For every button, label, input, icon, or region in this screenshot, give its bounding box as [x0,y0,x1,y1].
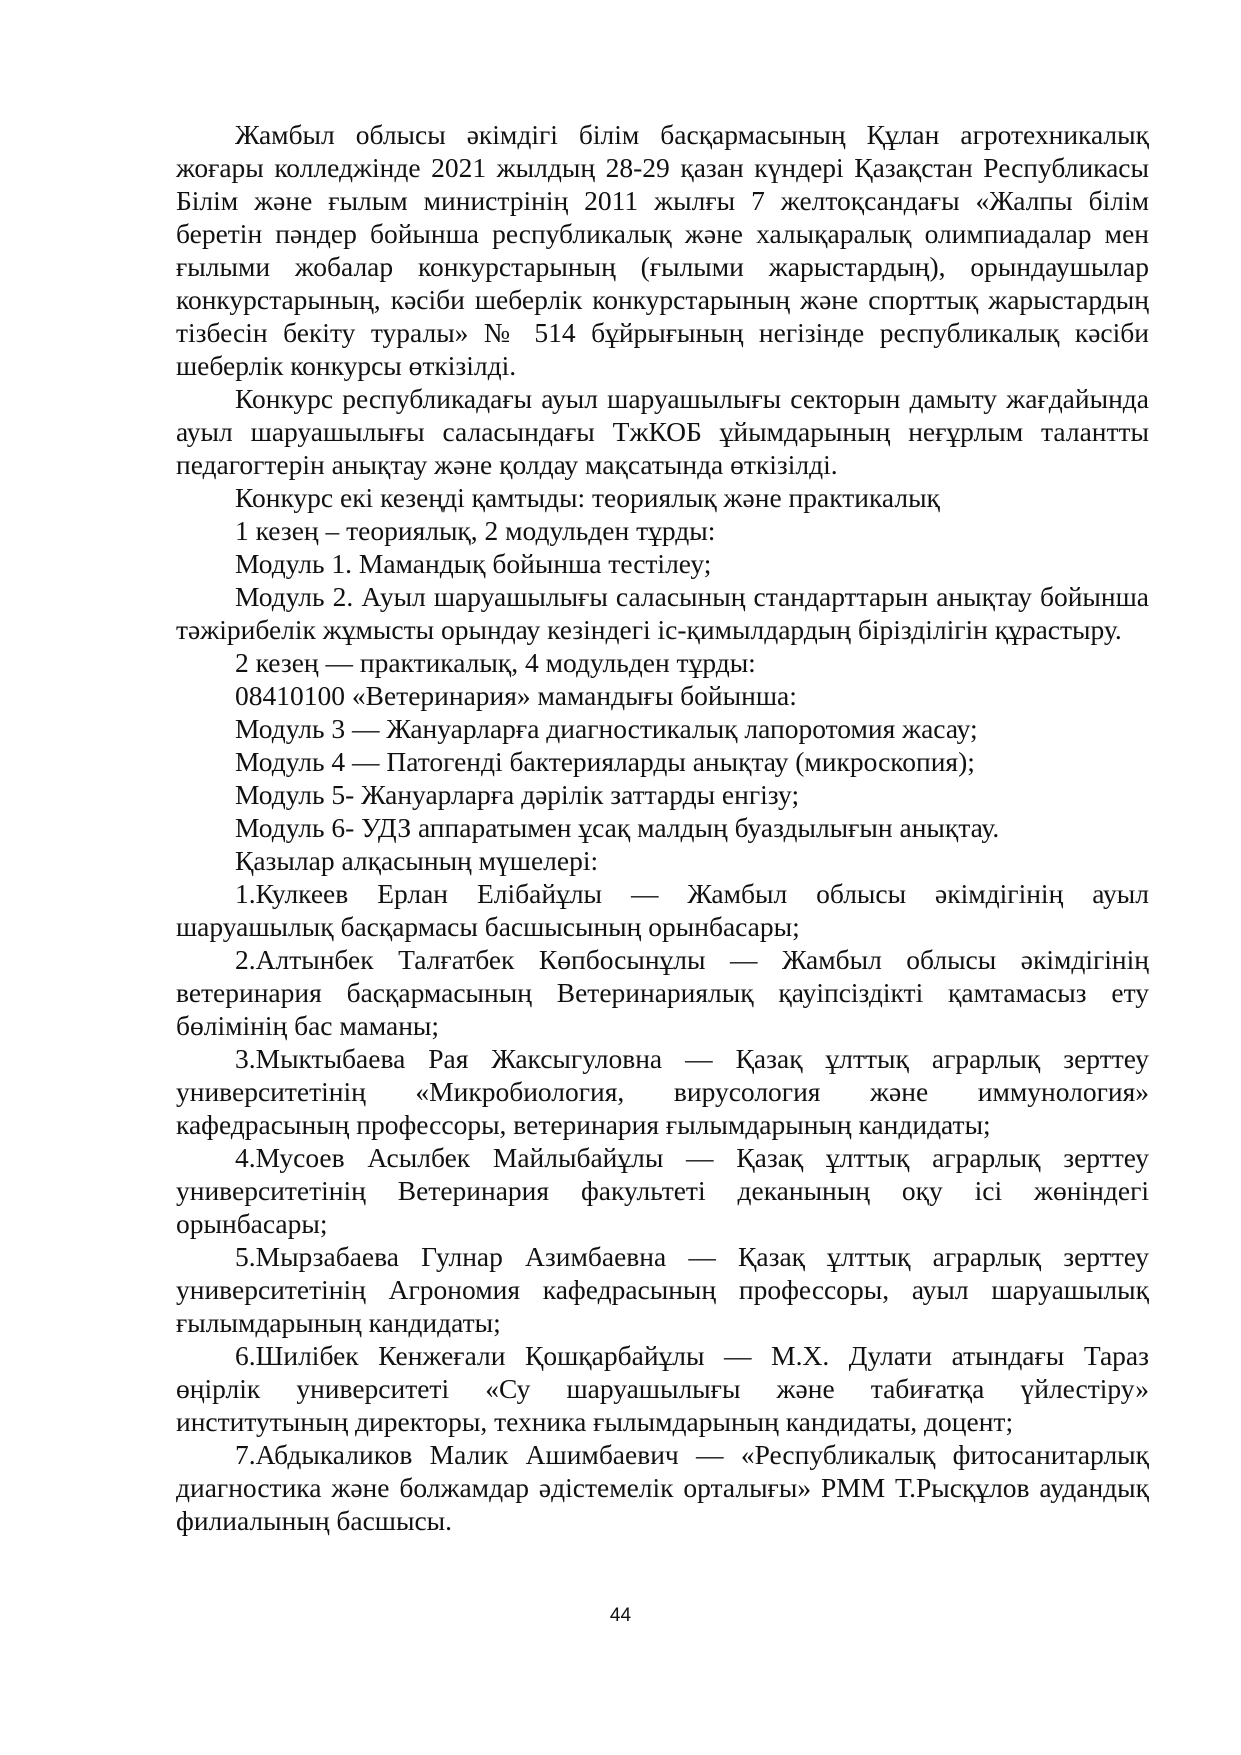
paragraph-module-4: Модуль 4 — Патогенді бактерияларды анықтау (микроскопия); [235,746,975,777]
paragraph-purpose: Конкурс республикадағы ауыл шаруашылығы секторын дамыту жағдайында ауыл шаруашылығы саласындағы ТжКОБ ұйымдарының неғұрлым талантты педагогтерін анықтау және қолдау мақсатында өткізілді. [176,383,1149,480]
paragraph-module-2: Модуль 2. Ауыл шаруашылығы саласының стандарттарын анықтау бойынша тәжірибелік жұмысты орындау кезіндегі іс-қимылдардың бірізділігін құрастыру. [176,581,1149,645]
paragraph-specialty: 08410100 «Ветеринария» мамандығы бойынша: [235,680,797,711]
paragraph-stages: Конкурс екі кезеңді қамтыды: теориялық және практикалық [235,482,940,513]
paragraph-module-6: Модуль 6- УДЗ аппаратымен ұсақ малдың буаздылығын анықтау. [235,812,1000,843]
paragraph-jury-member-5: 5.Мырзабаева Гулнар Азимбаевна — Қазақ ұлттық аграрлық зерттеу университетінің Агрономия кафедрасының профессоры, ауыл шаруашылық ғылымдарының кандидаты; [176,1241,1149,1338]
paragraph-jury-member-2: 2.Алтынбек Талғатбек Көпбосынұлы — Жамбыл облысы әкімдігінің ветеринария басқармасының Ветеринариялық қауіпсіздікті қамтамасыз ету бөлімінің бас маманы; [176,944,1149,1041]
paragraph-intro: Жамбыл облысы әкімдігі білім басқармасының Құлан агротехникалық жоғары колледжінде 2021 жылдың 28-29 қазан күндері Қазақстан Республикасы Білім және ғылым министрінің 2011 жылғы 7 желтоқсандағы «Жалпы білім беретін пәндер бойынша республикалық және халықаралық олимпиадалар мен ғылыми жобалар конкурстарының (ғылыми жарыстардың), орындаушылар конкурстарының, кәсіби шеберлік конкурстарының және спорттық жарыстардың тізбесін бекіту туралы» № 514 бұйрығының негізінде республикалық кәсіби шеберлік конкурсы өткізілді. [176,119,1149,381]
paragraph-module-3: Модуль 3 — Жануарларға диагностикалық лапоротомия жасау; [235,713,978,744]
paragraph-jury-member-7: 7.Абдыкаликов Малик Ашимбаевич — «Республикалық фитосанитарлық диагностика және болжамдар әдістемелік орталығы» РММ Т.Рысқұлов аудандық филиалының басшысы. [176,1439,1149,1536]
paragraph-stage-1: 1 кезең – теориялық, 2 модульден тұрды: [235,515,716,546]
paragraph-module-1: Модуль 1. Мамандық бойынша тестілеу; [235,548,712,579]
paragraph-module-5: Модуль 5- Жануарларға дәрілік заттарды енгізу; [235,779,800,810]
paragraph-jury-member-3: 3.Мыктыбаева Рая Жаксыгуловна — Қазақ ұлттық аграрлық зерттеу университетінің «Микробиология, вирусология және иммунология» кафедрасының профессоры, ветеринария ғылымдарының кандидаты; [176,1043,1149,1140]
document-body [176,118,1149,1537]
paragraph-jury-heading: Қазылар алқасының мүшелері: [235,845,599,876]
page-number: 44 [609,1605,632,1626]
paragraph-jury-member-1: 1.Кулкеев Ерлан Елібайұлы — Жамбыл облысы әкімдігінің ауыл шаруашылық басқармасы басшысының орынбасары; [176,878,1149,942]
paragraph-jury-member-6: 6.Шилібек Кенжеғали Қошқарбайұлы — М.Х. Дулати атындағы Тараз өңірлік университеті «Су шаруашылығы және табиғатқа үйлестіру» институтының директоры, техника ғылымдарының кандидаты, доцент; [176,1340,1149,1437]
paragraph-stage-2: 2 кезең — практикалық, 4 модульден тұрды: [235,647,756,678]
paragraph-jury-member-4: 4.Мусоев Асылбек Майлыбайұлы — Қазақ ұлттық аграрлық зерттеу университетінің Ветеринария факультеті деканының оқу ісі жөніндегі орынбасары; [176,1142,1149,1239]
